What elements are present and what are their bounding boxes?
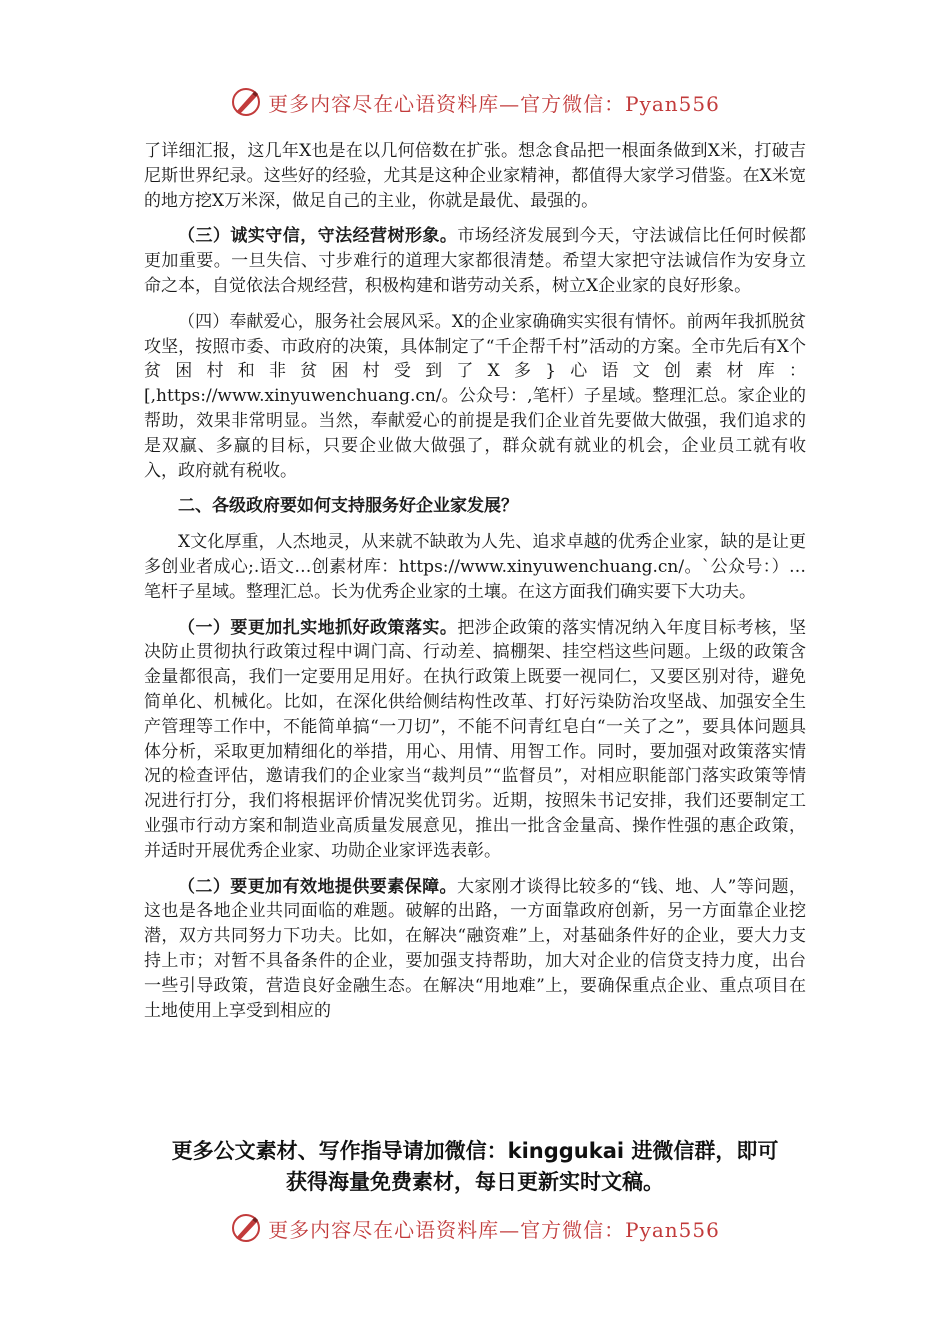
section-heading-3: （三）诚实守信，守法经营树形象。 xyxy=(178,226,458,247)
footer-watermark-banner xyxy=(0,1208,950,1248)
header-watermark-text: 更多内容尽在心语资料库—官方微信：Pyan556 xyxy=(268,91,720,116)
pen-logo-icon xyxy=(230,86,262,118)
footer-watermark-text: 更多内容尽在心语资料库—官方微信：Pyan556 xyxy=(268,1217,720,1242)
subsection-heading-2: （二）要更加有效地提供要素保障。 xyxy=(178,876,457,897)
pen-logo-icon xyxy=(230,1212,262,1244)
paragraph-6: （二）要更加有效地提供要素保障。大家刚才谈得比较多的“钱、地、人”等问题，这也是各地企业共同面临的难题。破解的出路，一方面靠政府创新，另一方面靠企业挖潜，双方共同努力下功夫。比如，在解决“融资难”上，对基础条件好的企业，要大力支持上市；对暂不具备条件的企业，要加强支持帮助，加大对企业的信贷支持力度，出台一些引导政策，营造良好金融生态。在解决“用地难”上，要确保重点企业、重点项目在土地使用上享受到相应的 xyxy=(144,876,806,1021)
paragraph-1: 了详细汇报，这几年X也是在以几何倍数在扩张。想念食品把一根面条做到X米，打破吉尼斯世界纪录。这些好的经验，尤其是这种企业家精神，都值得大家学习借鉴。在X米宽的地方挖X万米深，做足自己的主业，你就是最优、最强的。 xyxy=(144,141,806,211)
header-watermark-banner xyxy=(0,82,950,122)
promo-note-line-1: 更多公文素材、写作指导请加微信：kinggukai 进微信群，即可 xyxy=(171,1139,779,1163)
paragraph-3: （四）奉献爱心，服务社会展风采。X的企业家确确实实很有情怀。前两年我抓脱贫攻坚，按照市委、市政府的决策，具体制定了“千企帮千村”活动的方案。全市先后有X个贫困村和非贫困村受到了X多}心语文创素材库：[,https://www.xinyuwenchuang.cn/。公众号：,笔杆）子星域。整理汇总。家企业的帮助，效果非常明显。当然，奉献爱心的前提是我们企业首先要做大做强，我们追求的是双赢、多赢的目标，只要企业做大做强了，群众就有就业的机会，企业员工就有收入，政府就有税收。 xyxy=(144,311,806,481)
promo-note xyxy=(110,1136,840,1198)
document-body xyxy=(144,139,806,1034)
section-heading-two: 二、各级政府要如何支持服务好企业家发展？ xyxy=(178,496,518,517)
paragraph-5: （一）要更加扎实地抓好政策落实。把涉企政策的落实情况纳入年度目标考核，坚决防止贯彻执行政策过程中调门高、行动差、搞棚架、挂空档这些问题。上级的政策含金量都很高，我们一定要用足用好。在执行政策上既要一视同仁，又要区别对待，避免简单化、机械化。比如，在深化供给侧结构性改革、打好污染防治攻坚战、加强安全生产管理等工作中，不能简单搞“一刀切”，不能不问青红皂白“一关了之”，要具体问题具体分析，采取更加精细化的举措，用心、用情、用智工作。同时，要加强对政策落实情况的检查评估，邀请我们的企业家当“裁判员”“监督员”，对相应职能部门落实政策等情况进行打分，我们将根据评价情况奖优罚劣。近期，按照朱书记安排，我们还要制定工业强市行动方案和制造业高质量发展意见，推出一批含金量高、操作性强的惠企政策，并适时开展优秀企业家、功勋企业家评选表彰。 xyxy=(144,617,807,861)
subsection-heading-1: （一）要更加扎实地抓好政策落实。 xyxy=(178,617,458,638)
paragraph-4: X文化厚重，人杰地灵，从来就不缺敢为人先、追求卓越的优秀企业家，缺的是让更多创业者成心;.语文…创素材库：https://www.xinyuwenchuang.cn/。`公众号：）…笔杆子星域。整理汇总。长为优秀企业家的土壤。在这方面我们确实要下大功夫。 xyxy=(144,532,806,602)
paragraph-2: （三）诚实守信，守法经营树形象。市场经济发展到今天，守法诚信比任何时候都更加重要。一旦失信、寸步难行的道理大家都很清楚。希望大家把守法诚信作为安身立命之本，自觉依法合规经营，积极构建和谐劳动关系，树立X企业家的良好形象。 xyxy=(144,226,807,296)
promo-note-line-2: 获得海量免费素材，每日更新实时文稿。 xyxy=(286,1170,664,1194)
